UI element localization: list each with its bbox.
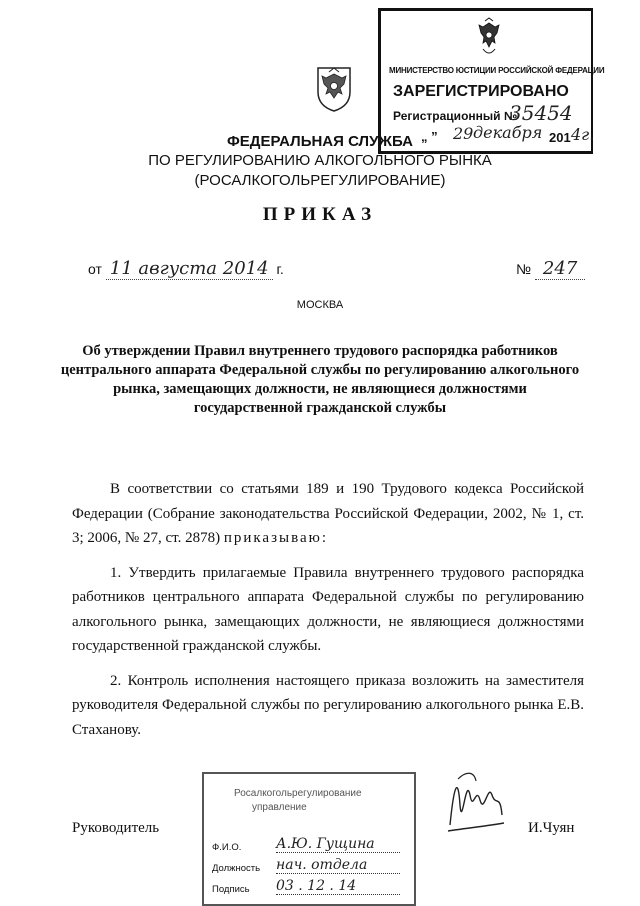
stamp-date-day: 29 [453,124,474,143]
agency-abbrev: (РОСАЛКОГОЛЬРЕГУЛИРОВАНИЕ) [194,172,446,189]
paragraph-basis [72,477,584,551]
stamp-date-quote: „ ” [421,129,438,144]
order-word: приказываю: [223,530,329,546]
cert-fio-label: Ф.И.О. [212,842,242,853]
stamp-reg-label: Регистрационный № [393,109,518,123]
cert-organization: Росалкогольрегулирование [234,788,362,799]
order-subject: Об утверждении Правил внутреннего трудового распорядка работников центрального аппарата Федеральной службы по регулированию алкогольного рынка, замещающих должности, не являющиеся должностями государственной гражданской службы [60,343,580,416]
number-handwritten: 247 [535,258,585,280]
paragraph-item-2: 2. Контроль исполнения настоящего приказа возложить на заместителя руководителя Федеральной службы по регулированию алкогольного рынка Е.В. Стаханову. [72,672,584,738]
stamp-emblem [473,17,505,61]
stamp-title: ЗАРЕГИСТРИРОВАНО [393,83,569,100]
cert-sign-value: 03 . 12 . 14 [276,878,400,895]
order-date [88,258,284,280]
cert-position-value: нач. отдела [276,857,400,874]
document-type: ПРИКАЗ [262,204,378,225]
certification-stamp [202,772,416,906]
signatory-role: Руководитель [72,820,160,836]
cert-sign-label: Подпись [212,884,250,895]
coat-of-arms-emblem [312,62,356,112]
order-body [72,477,584,752]
number-prefix: № [516,261,532,277]
date-suffix: г. [276,261,284,277]
signatory-name: И.Чуян [528,820,575,836]
stamp-year-prefix: 201 [549,130,571,145]
handwritten-signature [440,765,510,845]
cert-fio-value: А.Ю. Гущина [276,836,400,853]
agency-name: ФЕДЕРАЛЬНАЯ СЛУЖБА [226,133,414,150]
stamp-reg-number: 35454 [509,101,573,125]
basis-text: В соответствии со статьями 189 и 190 Трудового кодекса Российской Федерации (Собрание законодательства Российской Федерации, 2002, № 1, ст. 3; 2006, № 27, ст. 2878) [72,481,584,546]
stamp-year-suffix: 4г. [571,125,595,144]
stamp-date-month: декабря [473,123,543,142]
order-number [516,258,585,280]
agency-subname: ПО РЕГУЛИРОВАНИЮ АЛКОГОЛЬНОГО РЫНКА [148,152,492,169]
date-prefix: от [88,261,102,277]
city: МОСКВА [296,299,344,311]
cert-position-label: Должность [212,863,261,874]
stamp-ministry: МИНИСТЕРСТВО ЮСТИЦИИ РОССИЙСКОЙ ФЕДЕРАЦИИ [389,66,605,75]
paragraph-item-1: 1. Утвердить прилагаемые Правила внутреннего трудового распорядка работников центрального аппарата Федеральной службы по регулированию алкогольного рынка, замещающих должности, не являющиеся должностями государственной гражданской службы. [72,564,584,654]
date-handwritten: 11 августа 2014 [106,258,273,280]
cert-department: управление [252,802,307,813]
